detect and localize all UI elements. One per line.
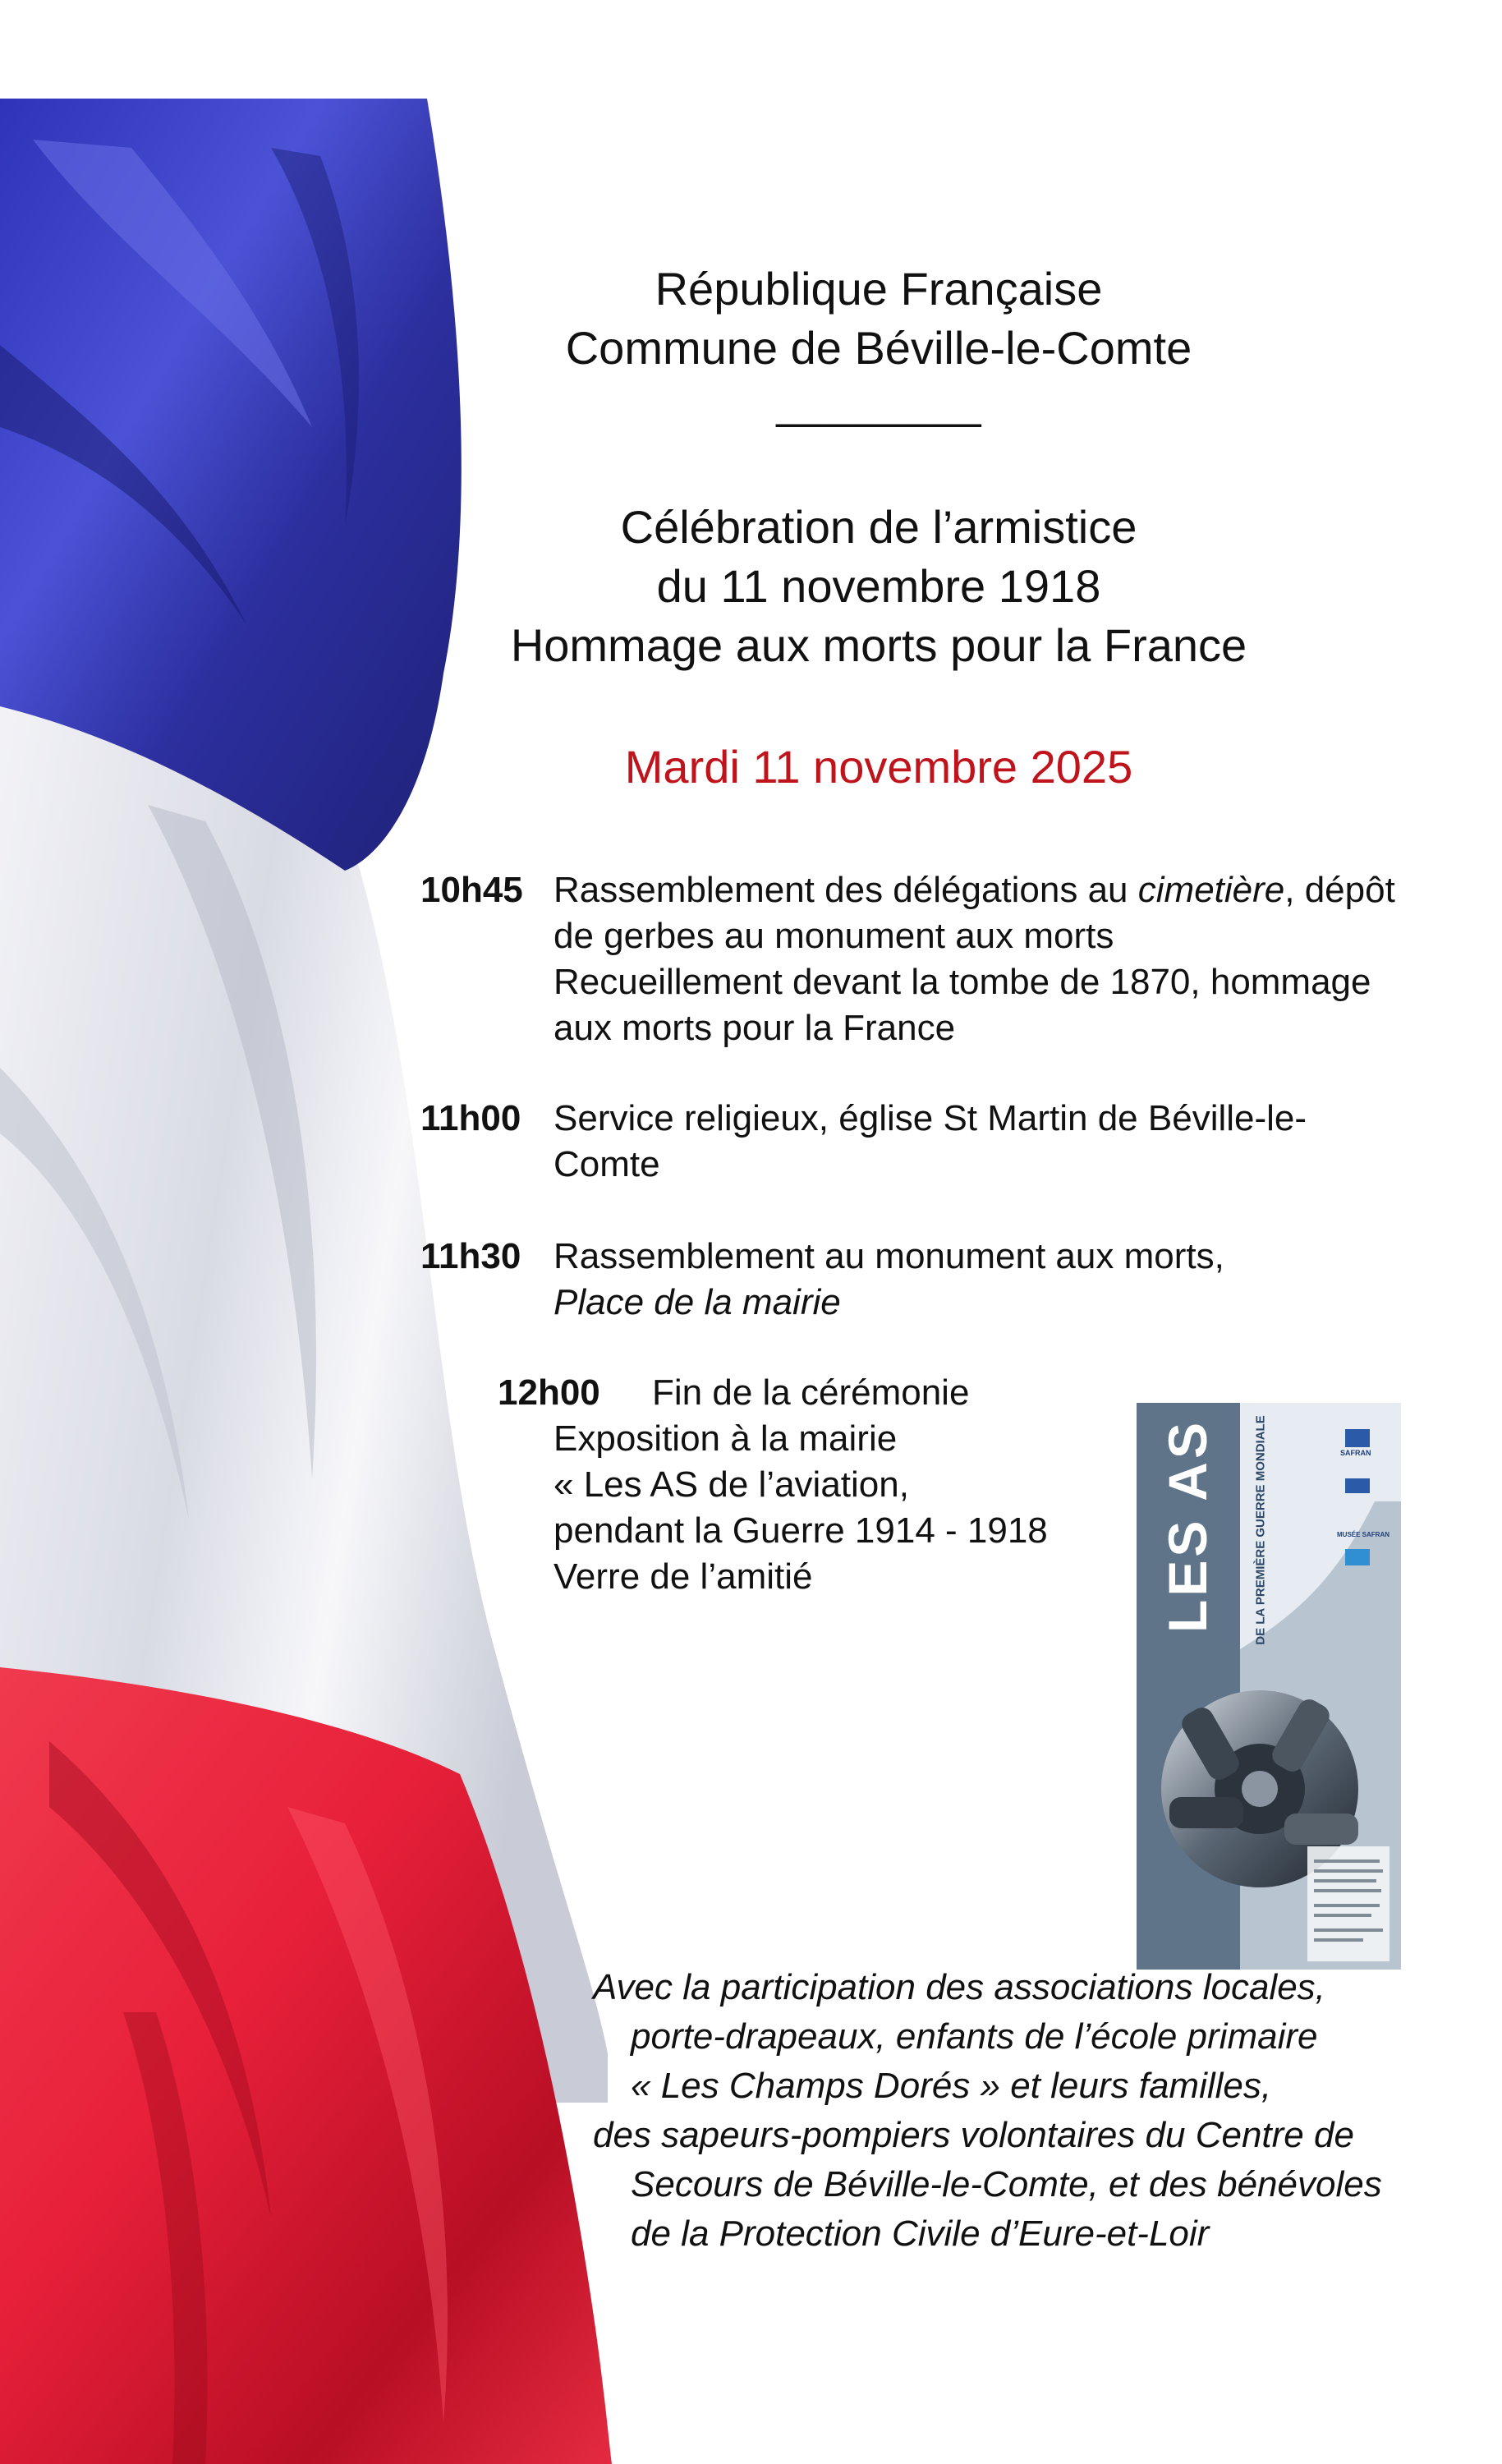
credits-line: des sapeurs-pompiers volontaires du Centre de — [593, 2115, 1354, 2155]
header-commune: Commune de Béville-le-Comte — [565, 322, 1192, 374]
program-line — [553, 1142, 660, 1188]
program-line — [553, 1554, 812, 1600]
program-text: Verre de l’amitié — [553, 1556, 813, 1597]
header-separator: ________ — [776, 376, 981, 428]
program-text: Exposition à la mairie — [553, 1418, 898, 1459]
title-line-3: Hommage aux morts pour la France — [510, 619, 1247, 671]
poster-logo-musee: MUSÉE SAFRAN — [1337, 1531, 1390, 1538]
program-text: Fin de la cérémonie — [652, 1372, 970, 1413]
program-time: 12h00 — [498, 1372, 600, 1413]
poster-subtitle: DE LA PREMIÈRE GUERRE MONDIALE — [1253, 1415, 1268, 1645]
program-text: Recueillement devant la tombe de 1870, hommage — [553, 962, 1371, 1002]
title-line-2: du 11 novembre 1918 — [656, 560, 1101, 612]
title-block — [460, 498, 1298, 675]
program-line — [553, 1096, 1307, 1142]
program-text: , dépôt — [1284, 870, 1395, 910]
program-time: 11h00 — [420, 1098, 521, 1138]
credits-line: « Les Champs Dorés » et leurs familles, — [631, 2066, 1272, 2106]
program-time: 11h30 — [420, 1236, 521, 1276]
exhibition-poster — [1137, 1403, 1401, 1970]
credits-line: de la Protection Civile d’Eure-et-Loir — [631, 2213, 1210, 2254]
program-time: 10h45 — [420, 870, 523, 910]
program-text: cimetière — [1137, 870, 1285, 910]
program-text: Comte — [553, 1144, 660, 1184]
program-line — [553, 1462, 909, 1508]
credits-block — [593, 1963, 1382, 2259]
program-line — [553, 867, 1395, 913]
poster-logo-safran: SAFRAN — [1340, 1449, 1371, 1457]
credits-line: porte-drapeaux, enfants de l’école primaire — [631, 2016, 1318, 2057]
program-text: Rassemblement au monument aux morts, — [553, 1236, 1224, 1276]
title-line-1: Célébration de l’armistice — [620, 501, 1137, 553]
program-text: pendant la Guerre 1914 - 1918 — [553, 1510, 1048, 1551]
header-block — [509, 260, 1248, 432]
program-line — [553, 959, 1371, 1005]
program-text: aux morts pour la France — [553, 1008, 956, 1048]
poster-title: LES AS — [1157, 1419, 1218, 1633]
program-line — [553, 1005, 955, 1051]
program-line — [553, 1234, 1224, 1280]
program-text: de gerbes au monument aux morts — [553, 916, 1114, 956]
program-line — [553, 1416, 897, 1462]
program-line — [553, 1508, 1048, 1554]
program-line — [652, 1370, 969, 1416]
program-text: Service religieux, église St Martin de Béville-le- — [553, 1098, 1307, 1138]
program-text: « Les AS de l’aviation, — [553, 1464, 909, 1505]
program-line — [553, 1280, 841, 1326]
program-text: Rassemblement des délégations au — [553, 870, 1138, 910]
credits-line: Secours de Béville-le-Comte, et des bénévoles — [631, 2164, 1382, 2204]
program-text: Place de la mairie — [553, 1282, 841, 1322]
credits-line: Avec la participation des associations locales, — [593, 1967, 1325, 2007]
event-date: Mardi 11 novembre 2025 — [624, 741, 1133, 793]
header-republic: République Française — [655, 263, 1103, 315]
program-line — [553, 913, 1114, 959]
